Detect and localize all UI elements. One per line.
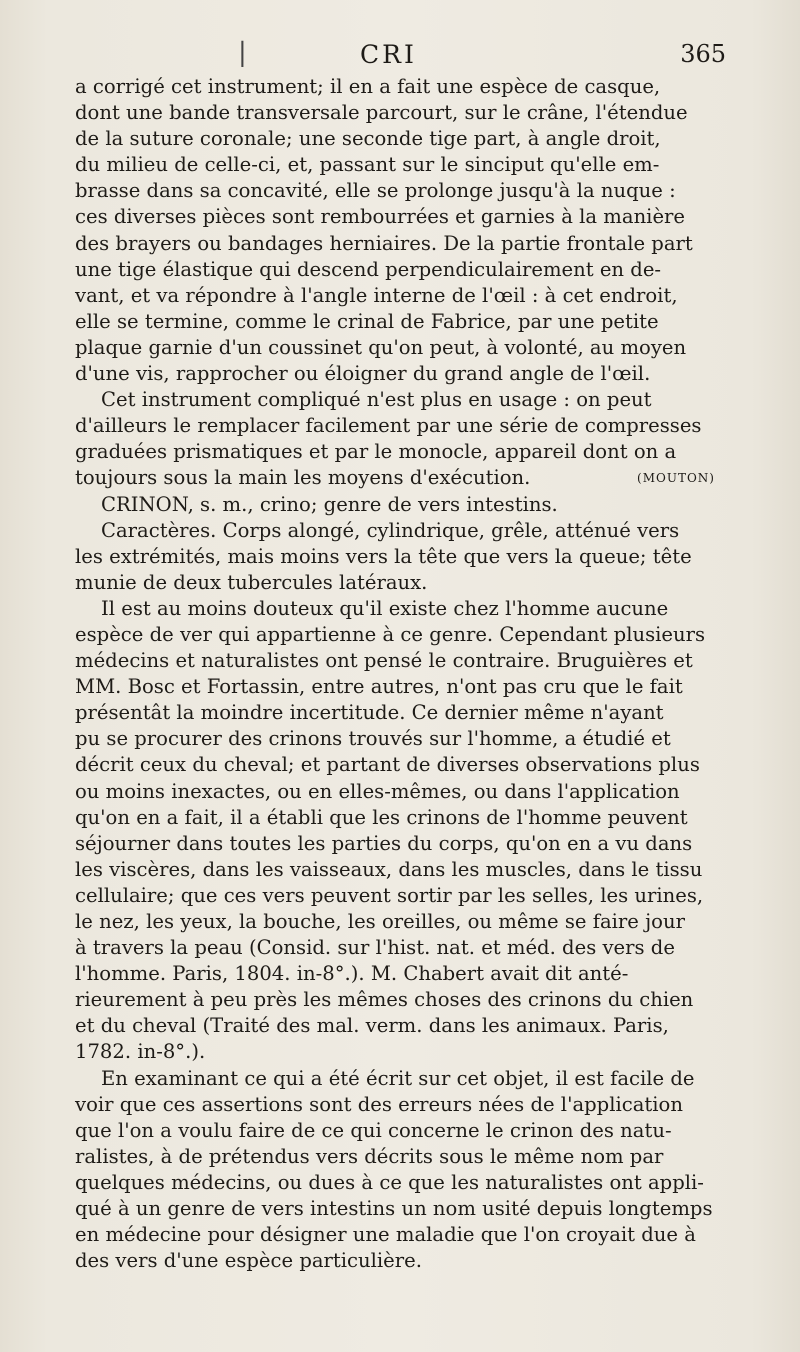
text-line: MM. Bosc et Fortassin, entre autres, n'ont pas cru que le fait: [75, 675, 683, 699]
body-text: [75, 74, 715, 1274]
text-line: et du cheval (Traité des mal. verm. dans les animaux. Paris,: [75, 1014, 669, 1038]
author-signature: (MOUTON): [637, 471, 715, 486]
text-line: vant, et va répondre à l'angle interne de l'œil : à cet endroit,: [75, 283, 678, 307]
header-mark: |: [238, 38, 247, 68]
text-line: ou moins inexactes, ou en elles-mêmes, ou dans l'application: [75, 779, 680, 803]
text-line: brasse dans sa concavité, elle se prolonge jusqu'à la nuque :: [75, 179, 676, 203]
signature-line: [75, 465, 715, 491]
text-line: elle se termine, comme le crinal de Fabrice, par une petite: [75, 309, 659, 333]
paragraph-first-line: En examinant ce qui a été écrit sur cet objet, il est facile de: [101, 1066, 695, 1090]
text-line: l'homme. Paris, 1804. in-8°.). M. Chabert avait dit anté-: [75, 962, 629, 986]
text-line: le nez, les yeux, la bouche, les oreilles, ou même se faire jour: [75, 910, 685, 933]
text-line: voir que ces assertions sont des erreurs nées de l'application: [75, 1092, 683, 1116]
text-line: d'une vis, rapprocher ou éloigner du grand angle de l'œil.: [75, 362, 651, 386]
paragraph-first-line: Cet instrument compliqué n'est plus en usage : on peut: [101, 388, 652, 412]
page-number: 365: [680, 40, 726, 68]
text-line: des vers d'une espèce particulière.: [75, 1249, 422, 1273]
text-line: ralistes, à de prétendus vers décrits sous le même nom par: [75, 1144, 664, 1168]
text-line: à travers la peau (Consid. sur l'hist. nat. et méd. des vers de: [75, 936, 675, 960]
paragraph-first-line: Il est au moins douteux qu'il existe chez l'homme aucune: [101, 596, 669, 620]
text-line: munie de deux tubercules latéraux.: [75, 570, 428, 594]
text-line: des brayers ou bandages herniaires. De la partie frontale part: [75, 231, 693, 255]
text-line: quelques médecins, ou dues à ce que les naturalistes ont appli-: [75, 1170, 704, 1194]
paragraph-first-line: Caractères. Corps alongé, cylindrique, grêle, atténué vers: [101, 518, 680, 542]
running-title: CRI: [360, 40, 417, 69]
text-line: rieurement à peu près les mêmes choses des crinons du chien: [75, 988, 694, 1012]
text-line: de la suture coronale; une seconde tige part, à angle droit,: [75, 127, 661, 151]
text-line: qué à un genre de vers intestins un nom usité depuis longtemps: [75, 1197, 713, 1221]
text-line: qu'on en a fait, il a établi que les crinons de l'homme peuvent: [75, 805, 688, 829]
text-line: graduées prismatiques et par le monocle, appareil dont on a: [75, 440, 677, 464]
text-line: d'ailleurs le remplacer facilement par une série de compresses: [75, 414, 702, 438]
text-line: espèce de ver qui appartienne à ce genre. Cependant plusieurs: [75, 622, 706, 646]
text-line: médecins et naturalistes ont pensé le contraire. Bruguières et: [75, 649, 693, 673]
text-line: cellulaire; que ces vers peuvent sortir par les selles, les urines,: [75, 883, 704, 907]
entry-headword-line: CRINON, s. m., crino; genre de vers intestins.: [101, 492, 558, 516]
text-line: une tige élastique qui descend perpendiculairement en de-: [75, 257, 662, 281]
text-line: a corrigé cet instrument; il en a fait une espèce de casque,: [75, 75, 661, 98]
text-line: plaque garnie d'un coussinet qu'on peut, à volonté, au moyen: [75, 335, 687, 359]
text-line: pu se procurer des crinons trouvés sur l'homme, a étudié et: [75, 727, 671, 751]
text-line: les viscères, dans les vaisseaux, dans les muscles, dans le tissu: [75, 857, 703, 881]
text-line: décrit ceux du cheval; et partant de diverses observations plus: [75, 753, 700, 777]
text-line: présentât la moindre incertitude. Ce dernier même n'ayant: [75, 701, 664, 725]
text-line: toujours sous la main les moyens d'exécution.: [75, 466, 531, 490]
text-line: en médecine pour désigner une maladie que l'on croyait due à: [75, 1223, 696, 1247]
text-line: 1782. in-8°.).: [75, 1040, 206, 1064]
text-line: les extrémités, mais moins vers la tête que vers la queue; tête: [75, 544, 692, 568]
text-line: séjourner dans toutes les parties du corps, qu'on en a vu dans: [75, 831, 693, 855]
text-line: que l'on a voulu faire de ce qui concerne le crinon des natu-: [75, 1118, 672, 1142]
text-line: ces diverses pièces sont rembourrées et garnies à la manière: [75, 205, 686, 229]
running-header: [0, 38, 800, 74]
text-line: dont une bande transversale parcourt, sur le crâne, l'étendue: [75, 101, 688, 125]
text-line: du milieu de celle-ci, et, passant sur le sinciput qu'elle em-: [75, 153, 660, 177]
